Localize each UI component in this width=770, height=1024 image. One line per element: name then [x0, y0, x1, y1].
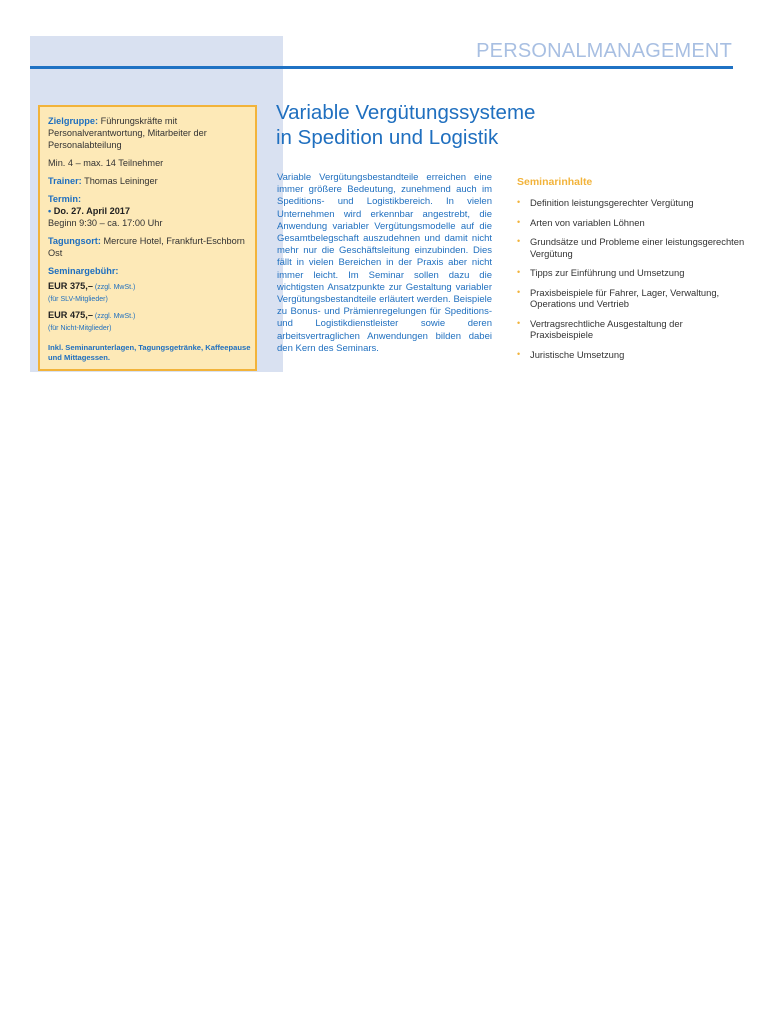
- fee-block: [48, 265, 251, 335]
- bullet-icon: •: [517, 286, 521, 297]
- seminar-info-box: [38, 105, 257, 371]
- participants-text: Min. 4 – max. 14 Teilnehmer: [48, 158, 164, 168]
- price-nonmembers-note: (für Nicht-Mitglieder): [48, 325, 112, 332]
- seminar-title-line-1: Variable Vergütungssysteme: [276, 101, 536, 124]
- price-members-tax: (zzgl. MwSt.): [92, 284, 136, 291]
- inclusive-note: Inkl. Seminarunterlagen, Tagungsgetränke, Kaffeepause und Mittagessen.: [48, 343, 251, 362]
- list-item: • Tipps zur Einführung und Umsetzung: [517, 267, 685, 278]
- target-group-text: Führungskräfte mit Personalverantwortung, Mitarbeiter der Personalabteilung: [48, 116, 207, 150]
- date-value: Do. 27. April 2017: [51, 206, 131, 216]
- trainer-name: Thomas Leininger: [81, 176, 158, 186]
- list-item: • Definition leistungsgerechter Vergütung: [517, 197, 694, 208]
- venue-block: [48, 235, 251, 259]
- time-value: Beginn 9:30 – ca. 17:00 Uhr: [48, 218, 163, 228]
- date-bullet-icon: •: [48, 206, 52, 216]
- seminar-title: [276, 100, 606, 150]
- date-block: [48, 193, 251, 229]
- venue-text: Mercure Hotel, Frankfurt-Eschborn Ost: [48, 236, 245, 258]
- list-item: • Vertragsrechtliche Ausgestaltung der Praxisbeispiele: [517, 317, 683, 340]
- seminar-title-line-2: in Spedition und Logistik: [276, 126, 499, 149]
- target-group-label: Zielgruppe:: [48, 116, 99, 126]
- bullet-icon: •: [517, 317, 521, 328]
- bullet-icon: •: [517, 236, 521, 246]
- target-group-block: [48, 115, 251, 151]
- list-item: • Grundsätze und Probleme einer leistungsgerechten Vergütung: [517, 236, 745, 259]
- bullet-icon: •: [517, 197, 521, 207]
- list-item: • Juristische Umsetzung: [517, 348, 625, 360]
- trainer-label: Trainer:: [48, 176, 82, 186]
- price-members: EUR 375,–: [48, 281, 93, 291]
- venue-label: Tagungsort:: [48, 236, 101, 246]
- header-divider: [30, 66, 733, 69]
- list-item: • Arten von variablen Löhnen: [517, 216, 645, 228]
- trainer-block: [48, 175, 251, 187]
- bullet-icon: •: [517, 267, 521, 277]
- topics-heading: Seminarinhalte: [517, 176, 593, 188]
- price-nonmembers-tax: (zzgl. MwSt.): [92, 313, 136, 320]
- bullet-icon: •: [517, 216, 521, 227]
- seminar-description: Variable Vergütungsbestandteile erreichen eine immer größere Bedeutung, zunehmend auch im Speditions- und Logistikbereich. In vielen Unternehmen wird erkennbar angestrebt, die Anwendung variabler Vergütungsmodelle auf die Gesamtbelegschaft auszudehnen und damit nicht mehr nur die Geschäftsleitung einzubinden. Dies fällt in vielen Bereichen in der Praxis aber nicht immer leicht. Im Seminar sollen dazu die wichtigsten Ansatzpunkte zur Gestaltung variabler Vergütungsbestandteile erläutert werden. Beispiele zu Bonus- und Prämienregelungen für Speditions- und Logistikdienstleister sowie deren arbeitsvertraglichen Anwendungen bilden dabei den Kern des Seminars.: [277, 172, 492, 354]
- fee-label: Seminargebühr:: [48, 266, 119, 276]
- section-header-title: PERSONALMANAGEMENT: [476, 40, 732, 62]
- topics-list: [517, 197, 747, 360]
- date-label: Termin:: [48, 194, 82, 204]
- bullet-icon: •: [517, 348, 521, 359]
- price-nonmembers: EUR 475,–: [48, 310, 93, 320]
- seminar-topics: [517, 176, 747, 368]
- price-members-note: (für SLV-Mitglieder): [48, 296, 108, 303]
- list-item: • Praxisbeispiele für Fahrer, Lager, Verwaltung, Operations und Vertrieb: [517, 286, 720, 309]
